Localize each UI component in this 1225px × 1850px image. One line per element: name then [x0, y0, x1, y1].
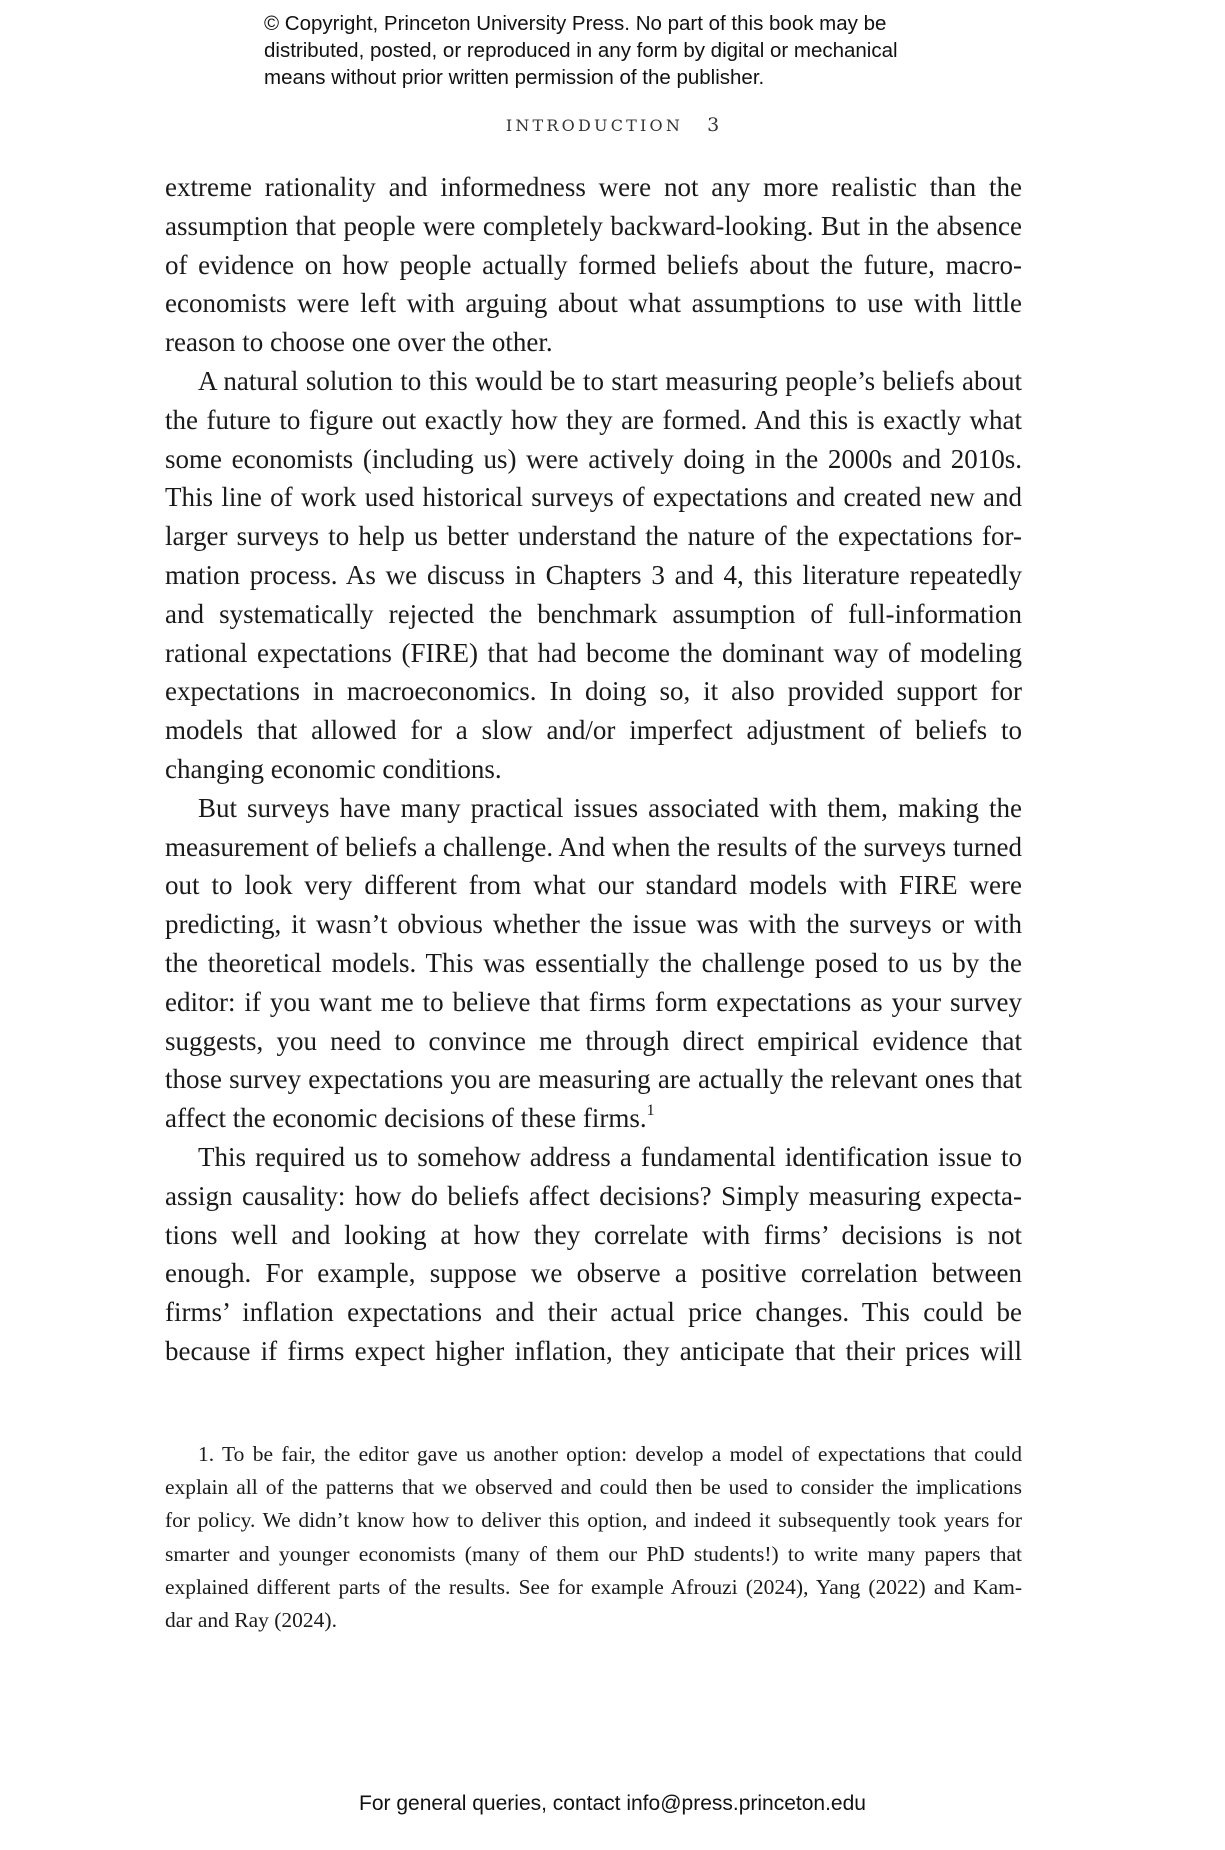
text-line: affect the economic decisions of these firms. — [165, 1103, 647, 1134]
text-line: out to look very different from what our standard models with FIRE were — [165, 870, 1022, 901]
text-line: because if firms expect higher inflation, they anticipate that their prices will — [165, 1335, 1022, 1366]
text-line: changing economic conditions. — [165, 753, 502, 784]
footnote-marker[interactable]: 1 — [646, 1102, 655, 1120]
text-line: rational expectations (FIRE) that had become the dominant way of modeling — [165, 637, 1022, 668]
text-line: measurement of beliefs a challenge. And when the results of the surveys turned — [165, 831, 1022, 862]
text-line: tions well and looking at how they correlate with firms’ decisions is not — [165, 1219, 1022, 1250]
text-line: of evidence on how people actually formed beliefs about the future, macro- — [165, 249, 1022, 280]
text-line: predicting, it wasn’t obvious whether the issue was with the surveys or with — [165, 909, 1022, 940]
text-line: But surveys have many practical issues associated with them, making the — [198, 792, 1022, 823]
text-line: suggests, you need to convince me through direct empirical evidence that — [165, 1025, 1022, 1056]
footnote-line: smarter and younger economists (many of them our PhD students!) to write many papers that — [165, 1541, 1022, 1566]
footnote-line: explained different parts of the results. See for example Afrouzi (2024), Yang (2022) and Kam- — [165, 1574, 1022, 1599]
text-line: economists were left with arguing about what assumptions to use with little — [165, 288, 1022, 319]
text-line: This required us to somehow address a fundamental identification issue to — [198, 1141, 1022, 1172]
chapter-title: INTRODUCTION — [505, 116, 684, 135]
footnote-line: for policy. We didn’t know how to deliver this option, and indeed it subsequently took years for — [165, 1508, 1022, 1533]
text-line-with-footnote — [165, 1099, 1022, 1138]
text-line: and systematically rejected the benchmark assumption of full-information — [165, 598, 1022, 629]
text-line: firms’ inflation expectations and their actual price changes. This could be — [165, 1297, 1022, 1328]
copyright-line: distributed, posted, or reproduced in any form by digital or mechanical — [264, 39, 898, 62]
text-line: extreme rationality and informedness were not any more realistic than the — [165, 172, 1022, 202]
text-line: expectations in macroeconomics. In doing so, it also provided support for — [165, 676, 1022, 707]
contact-footer: For general queries, contact info@press.princeton.edu — [359, 1792, 866, 1815]
text-line: models that allowed for a slow and/or imperfect adjustment of beliefs to — [165, 715, 1022, 746]
running-head — [0, 114, 1225, 136]
footnote-line: 1. To be fair, the editor gave us another option: develop a model of expectations that could — [198, 1442, 1022, 1466]
text-line: some economists (including us) were actively doing in the 2000s and 2010s. — [165, 443, 1022, 474]
text-line: assign causality: how do beliefs affect decisions? Simply measuring expecta- — [165, 1180, 1022, 1211]
text-line: the theoretical models. This was essentially the challenge posed to us by the — [165, 947, 1022, 978]
copyright-line: means without prior written permission of the publisher. — [264, 66, 765, 89]
copyright-notice — [264, 10, 1004, 91]
text-line: larger surveys to help us better understand the nature of the expectations for- — [165, 521, 1022, 552]
copyright-line: © Copyright, Princeton University Press. No part of this book may be — [264, 12, 887, 35]
text-line: A natural solution to this would be to start measuring people’s beliefs about — [198, 365, 1022, 396]
text-line: This line of work used historical surveys of expectations and created new and — [165, 482, 1022, 513]
footnote-line: explain all of the patterns that we observed and could then be used to consider the implications — [165, 1475, 1022, 1500]
text-line: the future to figure out exactly how they are formed. And this is exactly what — [165, 404, 1022, 435]
text-line: mation process. As we discuss in Chapters 3 and 4, this literature repeatedly — [165, 559, 1022, 590]
body-text — [165, 168, 1022, 1371]
footnote — [165, 1438, 1022, 1637]
text-line: reason to choose one over the other. — [165, 327, 553, 358]
footnote-line: dar and Ray (2024). — [165, 1607, 337, 1632]
page-number: 3 — [707, 114, 720, 136]
text-line: enough. For example, suppose we observe a positive correlation between — [165, 1258, 1022, 1289]
text-line: editor: if you want me to believe that firms form expectations as your survey — [165, 986, 1022, 1017]
text-line: assumption that people were completely backward-looking. But in the absence — [165, 210, 1022, 241]
text-line: those survey expectations you are measuring are actually the relevant ones that — [165, 1064, 1022, 1095]
